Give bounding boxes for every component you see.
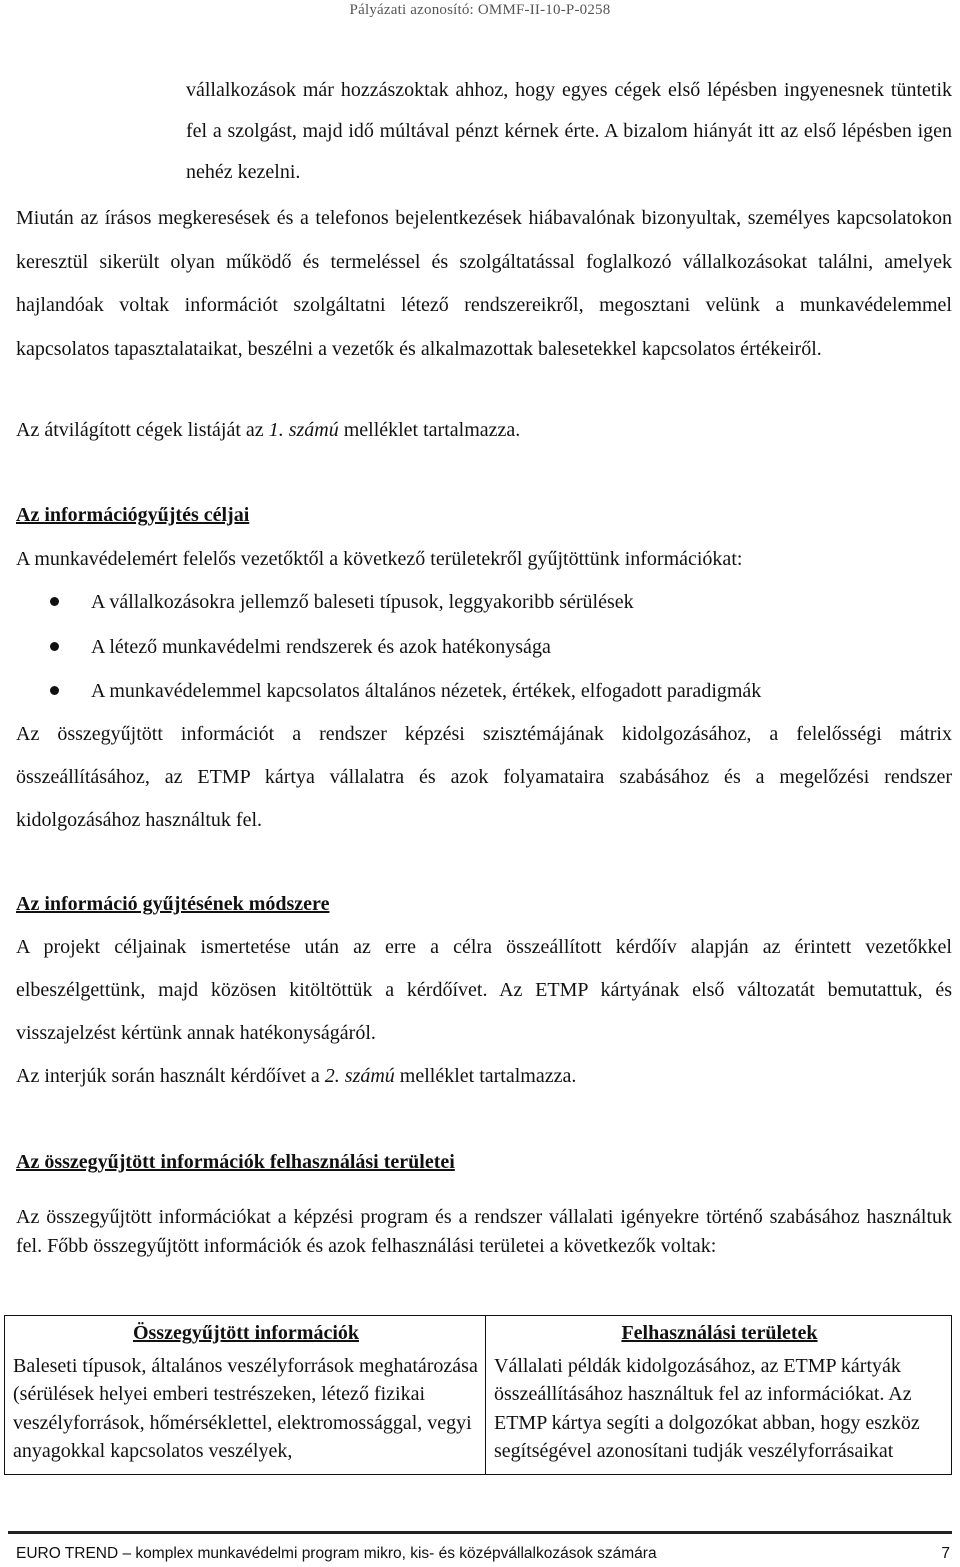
bullet-icon (50, 686, 59, 695)
table-row (5, 1348, 952, 1475)
page-number: 7 (941, 1545, 950, 1562)
table-header-row (5, 1316, 952, 1348)
table-cell: Vállalati példák kidolgozásához, az ETMP kártyák összeállításához használtuk fel az információkat. Az ETMP kártya segíti a dolgozókat abban, hogy eszköz segítségével azonosítani tudják veszélyforrásaikat (486, 1348, 952, 1475)
list-item: A létező munkavédelmi rendszerek és azok hatékonysága (16, 625, 761, 670)
column-header-collected-info: Összegyűjtött információk (5, 1316, 486, 1348)
table-cell: Baleseti típusok, általános veszélyforrások meghatározása (sérülések helyei emberi testrészeken, létező fizikai veszélyforrások, hőmérséklettel, elektromossággal, vegyi anyagokkal kapcsolatos veszélyek, (5, 1348, 486, 1475)
paragraph-contacts: Miután az írásos megkeresések és a telefonos bejelentkezések hiábavalónak bizonyultak, személyes kapcsolatokon keresztül sikerült olyan működő és termeléssel és szolgáltatással foglalkozó vállalkozásokat találni, amelyek hajlandóak voltak információt szolgáltatni létező rendszereikről, megosztani velünk a munkavédelemmel kapcsolatos tapasztalataikat, beszélni a vezetők és alkalmazottak balesetekkel kapcsolatos értékeiről. (16, 207, 952, 360)
appendix-number: 1. számú (268, 419, 339, 441)
list-item: A vállalkozásokra jellemző baleseti típusok, leggyakoribb sérülések (16, 580, 761, 625)
paragraph-appendix-2-ref: Az interjúk során használt kérdőívet a 2. számú melléklet tartalmazza. (16, 1065, 577, 1087)
paragraph-appendix-1-ref: Az átvilágított cégek listáját az 1. számú melléklet tartalmazza. (16, 419, 521, 441)
column-header-usage-areas: Felhasználási területek (486, 1316, 952, 1348)
section-heading-usage: Az összegyűjtött információk felhasználási területei (16, 1151, 455, 1173)
section-heading-method: Az információ gyűjtésének módszere (16, 893, 330, 915)
info-usage-table (4, 1315, 952, 1475)
section-method-text: A projekt céljainak ismertetése után az erre a célra összeállított kérdőív alapján az érintett vezetőkkel elbeszélgettünk, majd közösen kitöltöttük a kérdőívet. Az ETMP kártyának első változatát bemutattuk, és visszajelzést kértünk annak hatékonyságáról. (16, 936, 952, 1044)
page-header: Pályázati azonosító: OMMF-II-10-P-0258 (349, 2, 611, 18)
paragraph-continuation: vállalkozások már hozzászoktak ahhoz, hogy egyes cégek első lépésben ingyenesnek tüntetik fel a szolgást, majd idő múltával pénzt kérnek érte. A bizalom hiányát itt az első lépésben igen nehéz kezelni. (186, 79, 952, 183)
footer-divider (8, 1531, 952, 1534)
section-goals-closing: Az összegyűjtött információt a rendszer képzési szisztémájának kidolgozásához, a felelősségi mátrix összeállításához, az ETMP kártya vállalatra és azok folyamataira szabásához és a megelőzési rendszer kidolgozásához használtuk fel. (16, 723, 952, 831)
section-heading-goals: Az információgyűjtés céljai (16, 504, 250, 526)
bullet-icon (50, 642, 59, 651)
goals-bullet-list (16, 580, 761, 714)
bullet-icon (50, 597, 59, 606)
page-footer (16, 1545, 952, 1563)
section-usage-text: Az összegyűjtött információkat a képzési program és a rendszer vállalati igényekre történő szabásához használtuk fel. Főbb összegyűjtött információk és azok felhasználási területei a következők voltak: (16, 1206, 952, 1257)
list-item: A munkavédelemmel kapcsolatos általános nézetek, értékek, elfogadott paradigmák (16, 669, 761, 714)
appendix-number: 2. számú (324, 1065, 395, 1087)
footer-text: EURO TREND – komplex munkavédelmi program mikro, kis- és középvállalkozások számára (16, 1545, 657, 1562)
section-goals-intro: A munkavédelemért felelős vezetőktől a következő területekről gyűjtöttünk információkat: (16, 548, 743, 570)
